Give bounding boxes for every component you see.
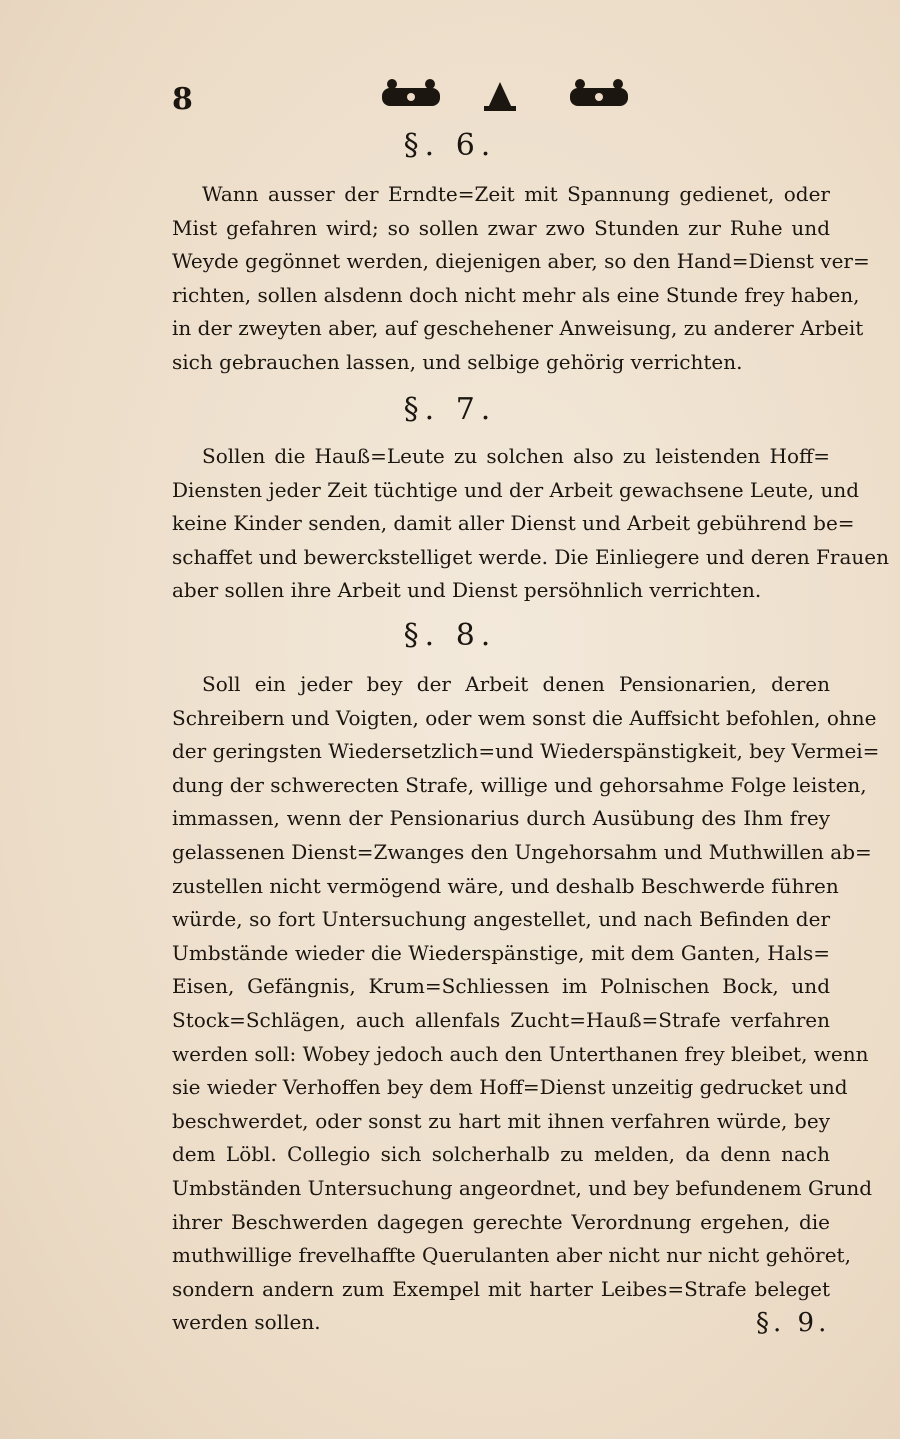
text-line: ihrer Beschwerden dagegen gerechte Verordnung ergehen, die xyxy=(172,1209,830,1234)
text-line: Diensten jeder Zeit tüchtige und der Arbeit gewachsene Leute, und xyxy=(172,477,860,502)
text-line: Umbständen Untersuchung angeordnet, und bey befundenem Grund xyxy=(172,1175,873,1200)
text-line: dung der schwerесten Strafe, willige und gehorsahme Folge leisten, xyxy=(172,772,867,797)
text-line: schaffet und bewerckstelliget werde. Die Einliegere und deren Frauen xyxy=(172,544,890,569)
text-line: werden soll: Wobey jedoch auch den Unterthanen frey bleibet, wenn xyxy=(172,1041,869,1066)
section-heading-7: §. 7. xyxy=(403,392,497,427)
text-line: sie wieder Verhoffen bey dem Hoff=Dienst unzeitig gedrucket und xyxy=(172,1075,848,1100)
text-line: dem Löbl. Collegio sich solcherhalb zu melden, da denn nach xyxy=(172,1142,830,1167)
text-line: richten, sollen alsdenn doch nicht mehr als eine Stunde frey haben, xyxy=(172,282,860,307)
text-line: zustellen nicht vermögend wäre, und deshalb Beschwerde führen xyxy=(172,873,839,898)
text-line: Soll ein jeder bey der Arbeit denen Pensionarien, deren xyxy=(202,672,830,696)
text-line: Schreibern und Voigten, oder wem sonst die Auffsicht befohlen, ohne xyxy=(172,705,877,730)
text-line: Mist gefahren wird; so sollen zwar zwo Stunden zur Ruhe und xyxy=(172,215,830,240)
text-line: sondern andern zum Exempel mit harter Leibes=Strafe beleget xyxy=(172,1276,830,1301)
text-line: würde, so fort Untersuchung angestellet, und nach Befinden der xyxy=(172,907,830,932)
text-line: Wann ausser der Erndte=Zeit mit Spannung gedienet, oder xyxy=(202,182,830,206)
section-8-paragraph xyxy=(172,668,880,1340)
page-number: 8 xyxy=(172,82,193,117)
text-line: keine Kinder senden, damit aller Dienst und Arbeit gebührend be= xyxy=(172,511,855,536)
text-line: werden sollen. xyxy=(172,1310,321,1335)
section-7-paragraph xyxy=(172,440,890,608)
catchword: §. 9. xyxy=(756,1308,831,1338)
text-line: Eisen, Gefängnis, Krum=Schliessen im Polnischen Bock, und xyxy=(172,974,830,999)
text-line: Weyde gegönnet werden, diejenigen aber, so den Hand=Dienst ver= xyxy=(172,249,870,274)
section-heading-6: §. 6. xyxy=(403,128,497,163)
text-line: Sollen die Hauß=Leute zu solchen also zu leistenden Hoff= xyxy=(202,444,830,468)
text-line: aber sollen ihre Arbeit und Dienst persöhnlich verrichten. xyxy=(172,578,762,603)
text-line: in der zweyten aber, auf geschehener Anweisung, zu anderer Arbeit xyxy=(172,316,864,341)
text-line: gelassenen Dienst=Zwanges den Ungehorsahm und Muthwillen ab= xyxy=(172,839,872,864)
text-line: Umbstände wieder die Wiederspänstige, mit dem Ganten, Hals= xyxy=(172,940,830,965)
text-line: der geringsten Wiedersetzlich=und Wiederspänstigkeit, bey Vermei= xyxy=(172,739,880,764)
text-line: muthwillige frevelhaffte Querulanten aber nicht nur nicht gehöret, xyxy=(172,1243,851,1268)
text-line: sich gebrauchen lassen, und selbige gehörig verrichten. xyxy=(172,349,743,374)
section-heading-8: §. 8. xyxy=(403,618,497,653)
header-ornament-icon xyxy=(380,78,630,114)
text-line: beschwerdet, oder sonst zu hart mit ihnen verfahren würde, bey xyxy=(172,1108,830,1133)
text-line: immassen, wenn der Pensionarius durch Ausübung des Ihm frey xyxy=(172,806,830,831)
text-line: Stock=Schlägen, auch allenfals Zucht=Hauß=Strafe verfahren xyxy=(172,1007,830,1032)
section-6-paragraph xyxy=(172,178,870,380)
